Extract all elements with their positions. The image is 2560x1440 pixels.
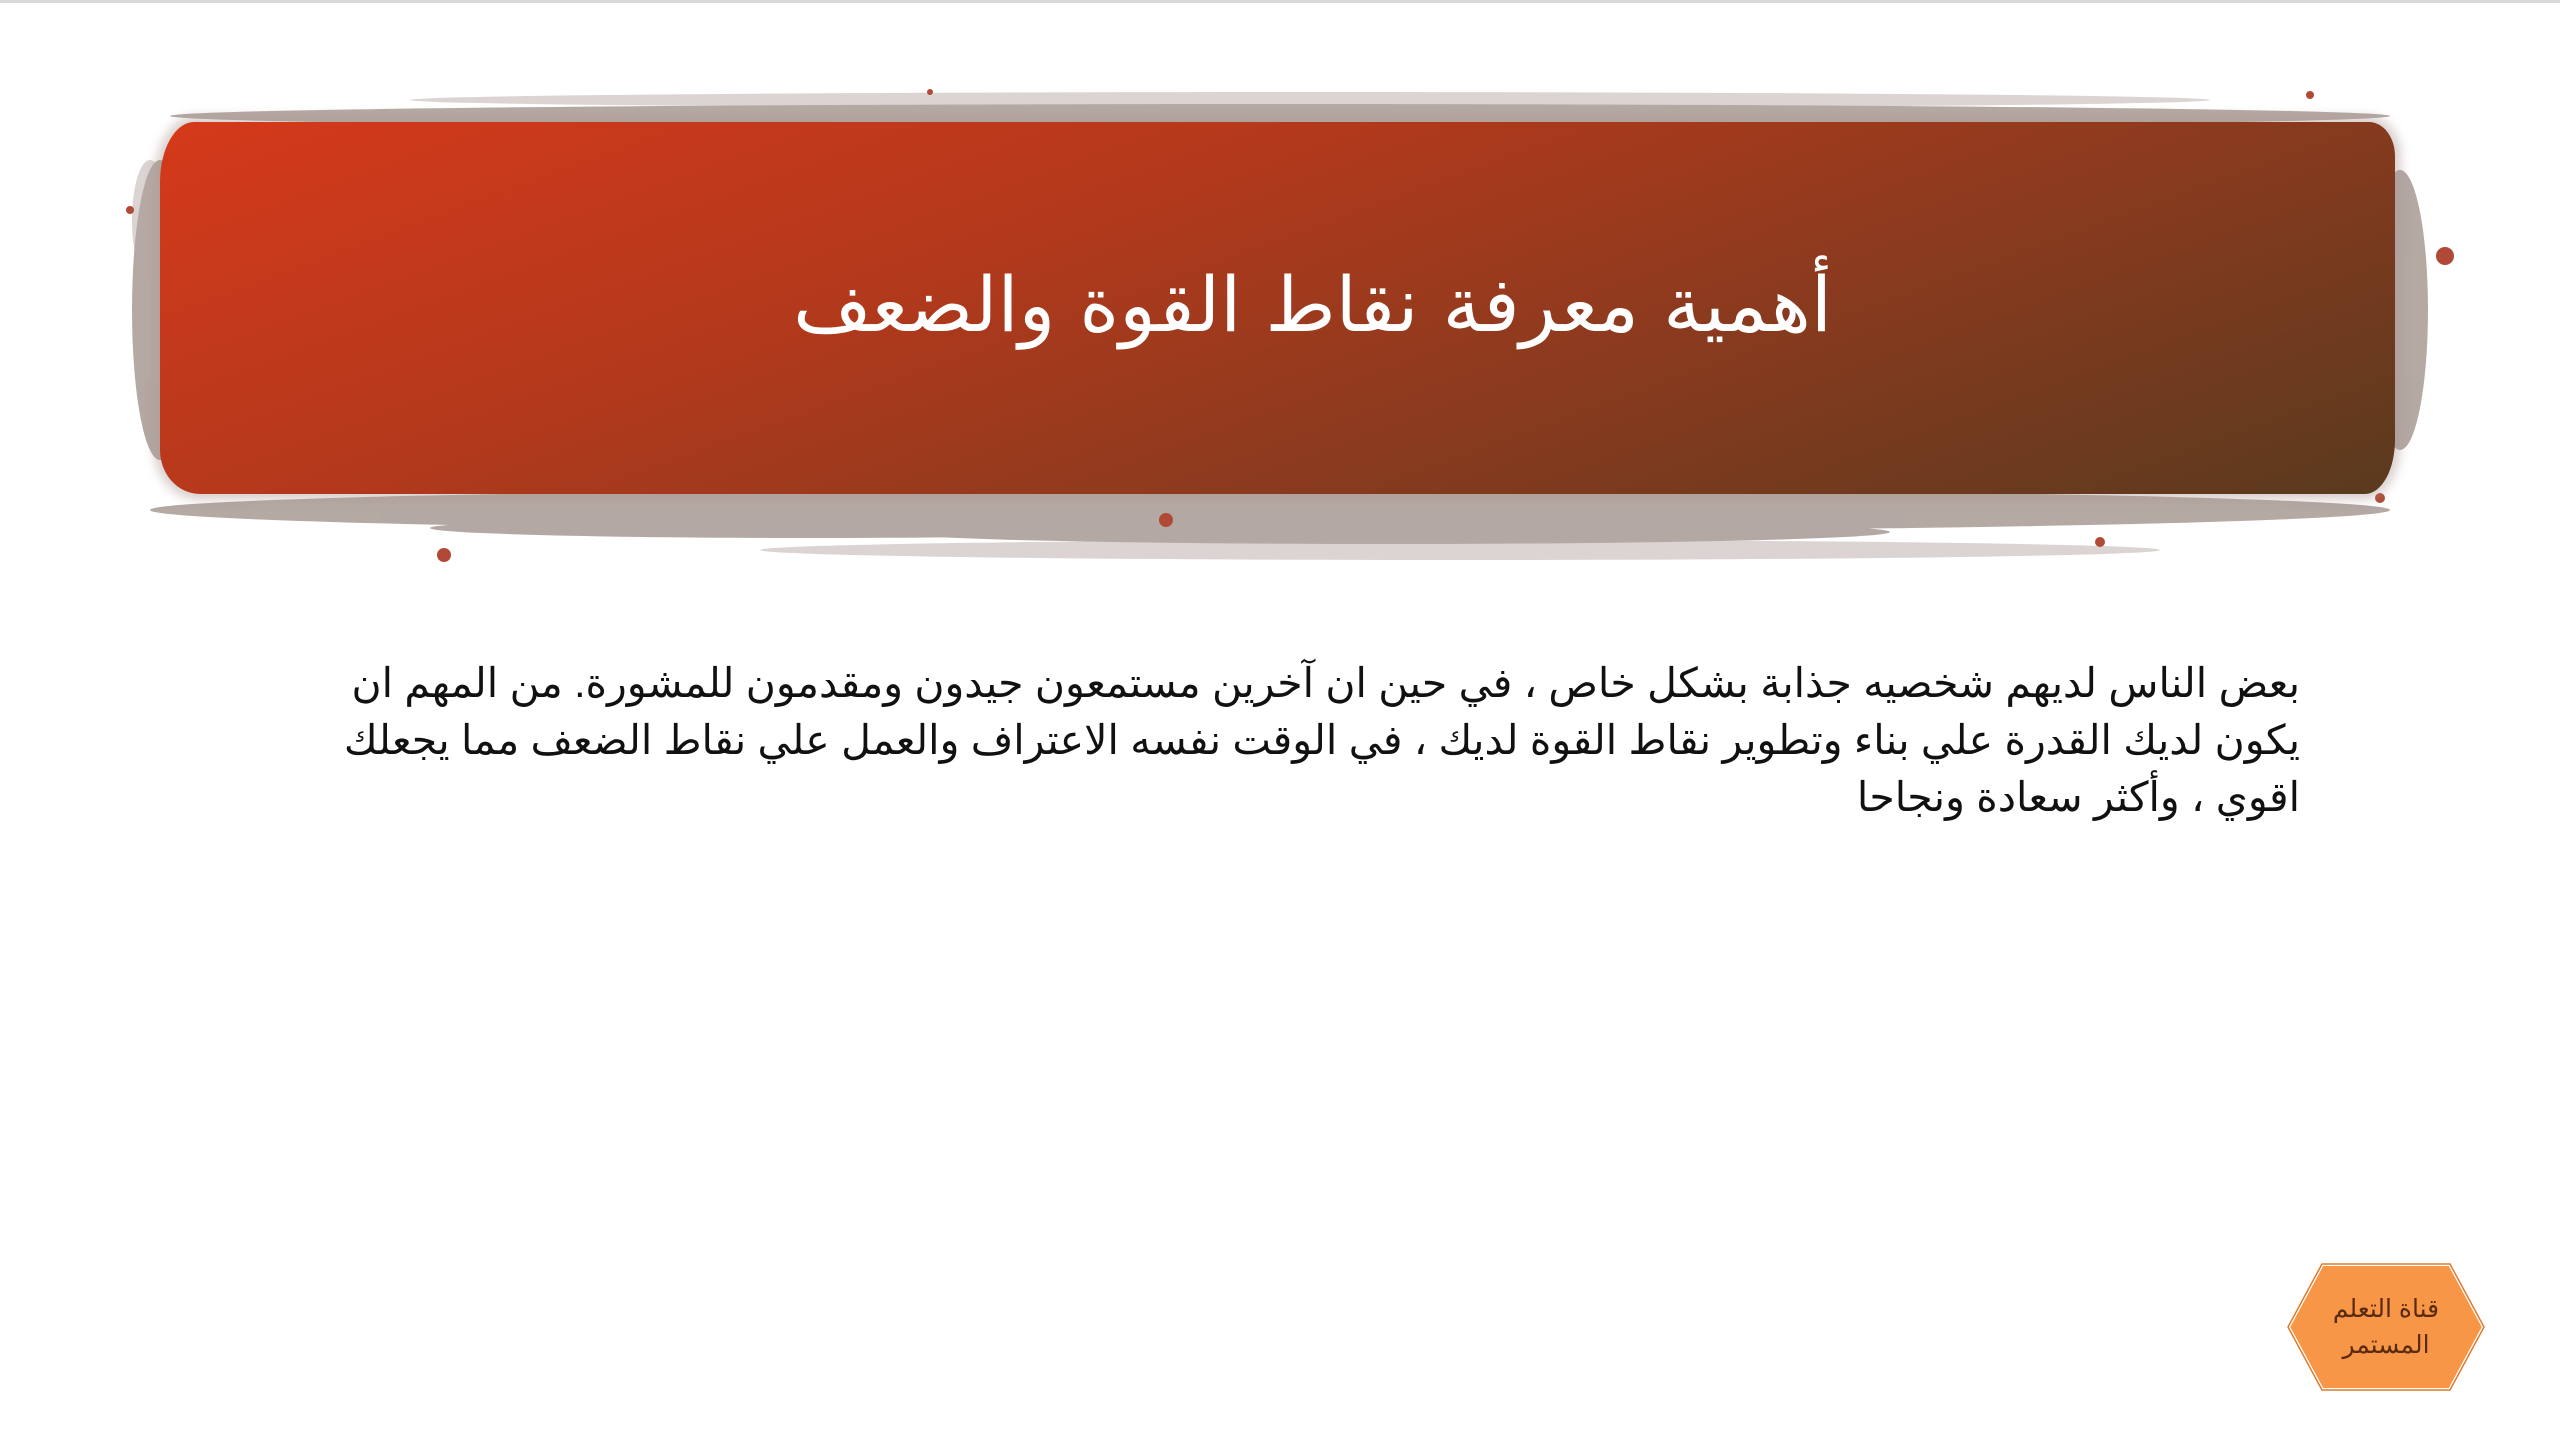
badge-label: قناة التعلم المستمر [2332,1295,2440,1359]
slide-title: أهمية معرفة نقاط القوة والضعف [793,259,1832,349]
top-divider [0,0,2560,3]
body-paragraph: بعض الناس لديهم شخصيه جذابة بشكل خاص ، في حين ان آخرين مستمعون جيدون ومقدمون للمشورة. من المهم ان يكون لديك القدرة علي بناء وتطوير نقاط القوة لديك ، في الوقت نفسه الاعتراف والعمل علي نقاط الضعف مما يجعلك اقوي ، وأكثر سعادة ونجاحا [343,660,2300,820]
channel-badge [2282,1258,2490,1396]
